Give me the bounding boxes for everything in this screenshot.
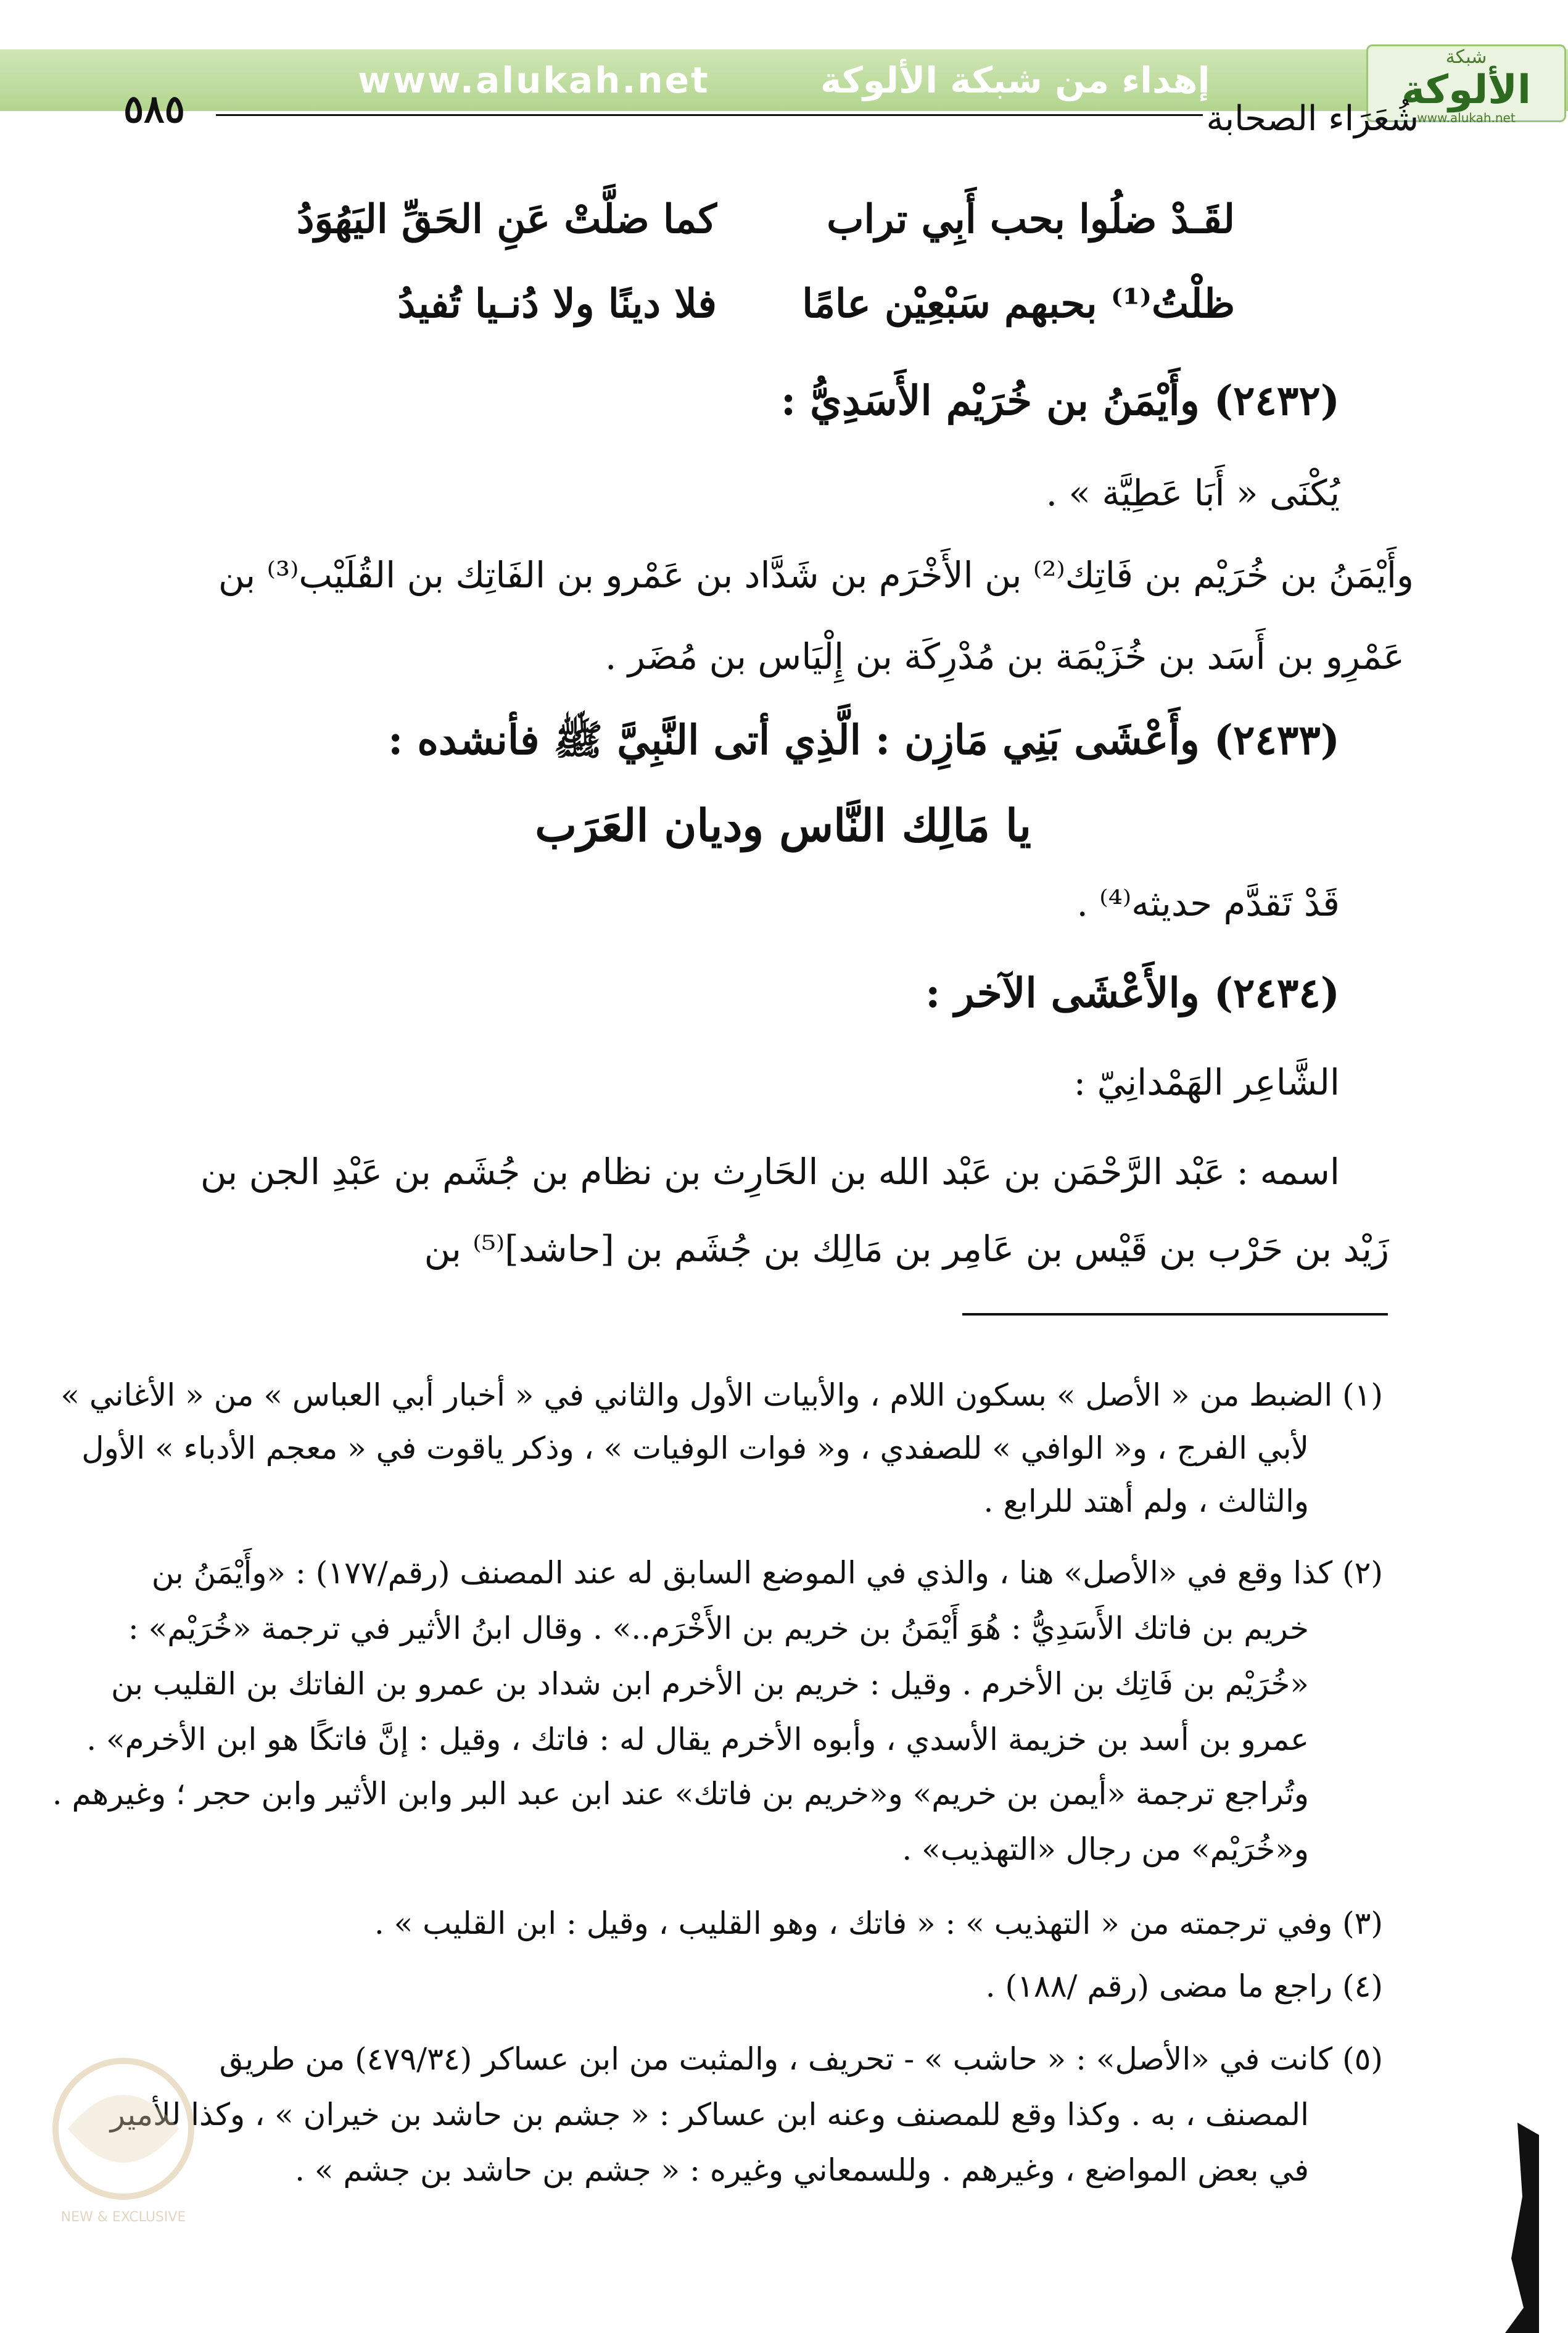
- entry-2433-hadith-note: قَدْ تَقدَّم حديثه⁽⁴⁾ .: [1076, 882, 1340, 924]
- entry-2434-name-1: اسمه : عَبْد الرَّحْمَن بن عَبْد الله بن الحَارِث بن نظام بن جُشَم بن عَبْدِ الجن بن: [200, 1151, 1340, 1193]
- page-binding-edge: [1505, 2123, 1539, 2333]
- watermark-logo: [25, 2036, 222, 2234]
- entry-2432-lineage-1: وأَيْمَنُ بن خُرَيْم بن فَاتِك⁽²⁾ بن الأَخْرَم بن شَدَّاد بن عَمْرو بن الفَاتِك بن القُلَيْب⁽³⁾ بن: [218, 554, 1414, 596]
- footnote-rule: [962, 1313, 1388, 1316]
- logo-url-text: www.alukah.net: [1417, 110, 1516, 125]
- footnote-line: لأبي الفرج ، و« الوافي » للصفدي ، و« فوات الوفيات » ، وذكر ياقوت في « معجم الأدباء » الأول: [81, 1430, 1309, 1466]
- logo-small-text: شبكة: [1445, 46, 1487, 68]
- footnote-line: (٤) راجع ما مضى (رقم /١٨٨) .: [985, 1968, 1383, 2004]
- footnote-line: و«خُرَيْم» من رجال «التهذيب» .: [902, 1831, 1309, 1867]
- entry-2433-verse: يا مَالِك النَّاس وديان العَرَب: [535, 799, 1031, 852]
- watermark-text: NEW & EXCLUSIVE: [60, 2210, 186, 2225]
- footnote-line: (٥) كانت في «الأصل» : « حاشب » - تحريف ، والمثبت من ابن عساكر (٤٧٩/٣٤) من طريق: [219, 2041, 1383, 2077]
- page-number: ٥٨٥: [123, 86, 185, 131]
- logo-main-text: الألوكة: [1401, 67, 1531, 113]
- verse-1-left: كما ضلَّتْ عَنِ الحَقِّ اليَهُوَدُ: [297, 196, 717, 242]
- footnote-line: والثالث ، ولم أهتد للرابع .: [983, 1483, 1309, 1519]
- entry-2434-name-2: زَيْد بن حَرْب بن قَيْس بن عَامِر بن مَالِك بن جُشَم بن [حاشد]⁽⁵⁾ بن: [424, 1228, 1389, 1270]
- header-rule: [216, 114, 1203, 116]
- footnote-line: (٣) وفي ترجمته من « التهذيب » : « فاتك ، وهو القليب ، وقيل : ابن القليب » .: [374, 1905, 1383, 1941]
- running-head: شُعَرَاء الصحابة: [1206, 99, 1419, 139]
- verse-1-right: لقَـدْ ضلُوا بحب أَبِي تراب: [827, 196, 1235, 242]
- entry-2432-heading: (٢٤٣٢) وأَيْمَنُ بن خُرَيْم الأَسَدِيُّ :: [780, 376, 1340, 425]
- verse-2-left: فلا دينًا ولا دُنـيا تُفيدُ: [397, 281, 717, 327]
- footnote-line: «خُرَيْم بن فَاتِك بن الأخرم . وقيل : خريم بن الأخرم ابن شداد بن عمرو بن الفاتك بن القليب بن: [111, 1666, 1309, 1702]
- entry-2432-kunya: يُكْنَى « أَبَا عَطِيَّة » .: [1046, 472, 1340, 514]
- entry-2434-heading: (٢٤٣٤) والأَعْشَى الآخر :: [925, 969, 1340, 1017]
- banner-site-url[interactable]: www.alukah.net: [358, 59, 710, 101]
- banner-gift-text: إهداء من شبكة الألوكة: [820, 59, 1210, 101]
- verse-2-right: ظلْتُ⁽¹⁾ بحبهم سَبْعِيْن عامًا: [802, 281, 1235, 327]
- footnote-line: (٢) كذا وقع في «الأصل» هنا ، والذي في الموضع السابق له عند المصنف (رقم/١٧٧) : «وأَيْمَنُ بن: [151, 1555, 1383, 1591]
- footnote-line: عمرو بن أسد بن خزيمة الأسدي ، وأبوه الأخرم يقال له : فاتك ، وقيل : إنَّ فاتكًا هو ابن الأخرم» .: [86, 1722, 1309, 1757]
- footnote-line: وتُراجع ترجمة «أيمن بن خريم» و«خريم بن فاتك» عند ابن عبد البر وابن الأثير وابن حجر ؛ وغيرهم .: [52, 1776, 1309, 1812]
- footnote-line: في بعض المواضع ، وغيرهم . وللسمعاني وغيره : « جشم بن حاشد بن جشم » .: [295, 2152, 1309, 2188]
- footnote-line: خريم بن فاتك الأَسَدِيُّ : هُوَ أَيْمَنُ بن خريم بن الأَخْرَم..» . وقال ابنُ الأثير في ترجمة «خُرَيْم» :: [128, 1610, 1309, 1646]
- footnote-line: المصنف ، به . وكذا وقع للمصنف وعنه ابن عساكر : « جشم بن حاشد بن خيران » ، وكذا للأمير: [110, 2097, 1309, 2132]
- entry-2432-lineage-2: عَمْرِو بن أَسَد بن خُزَيْمَة بن مُدْرِكَة بن إِلْيَاس بن مُضَر .: [605, 636, 1405, 678]
- footnote-line: (١) الضبط من « الأصل » بسكون اللام ، والأبيات الأول والثاني في « أخبار أبي العباس » من « الأغاني »: [60, 1377, 1383, 1413]
- entry-2433-heading: (٢٤٣٣) وأَعْشَى بَنِي مَازِن : الَّذِي أتى النَّبِيَّ ﷺ فأنشده :: [388, 716, 1340, 764]
- entry-2434-poet: الشَّاعِر الهَمْدانِيّ :: [1073, 1061, 1340, 1103]
